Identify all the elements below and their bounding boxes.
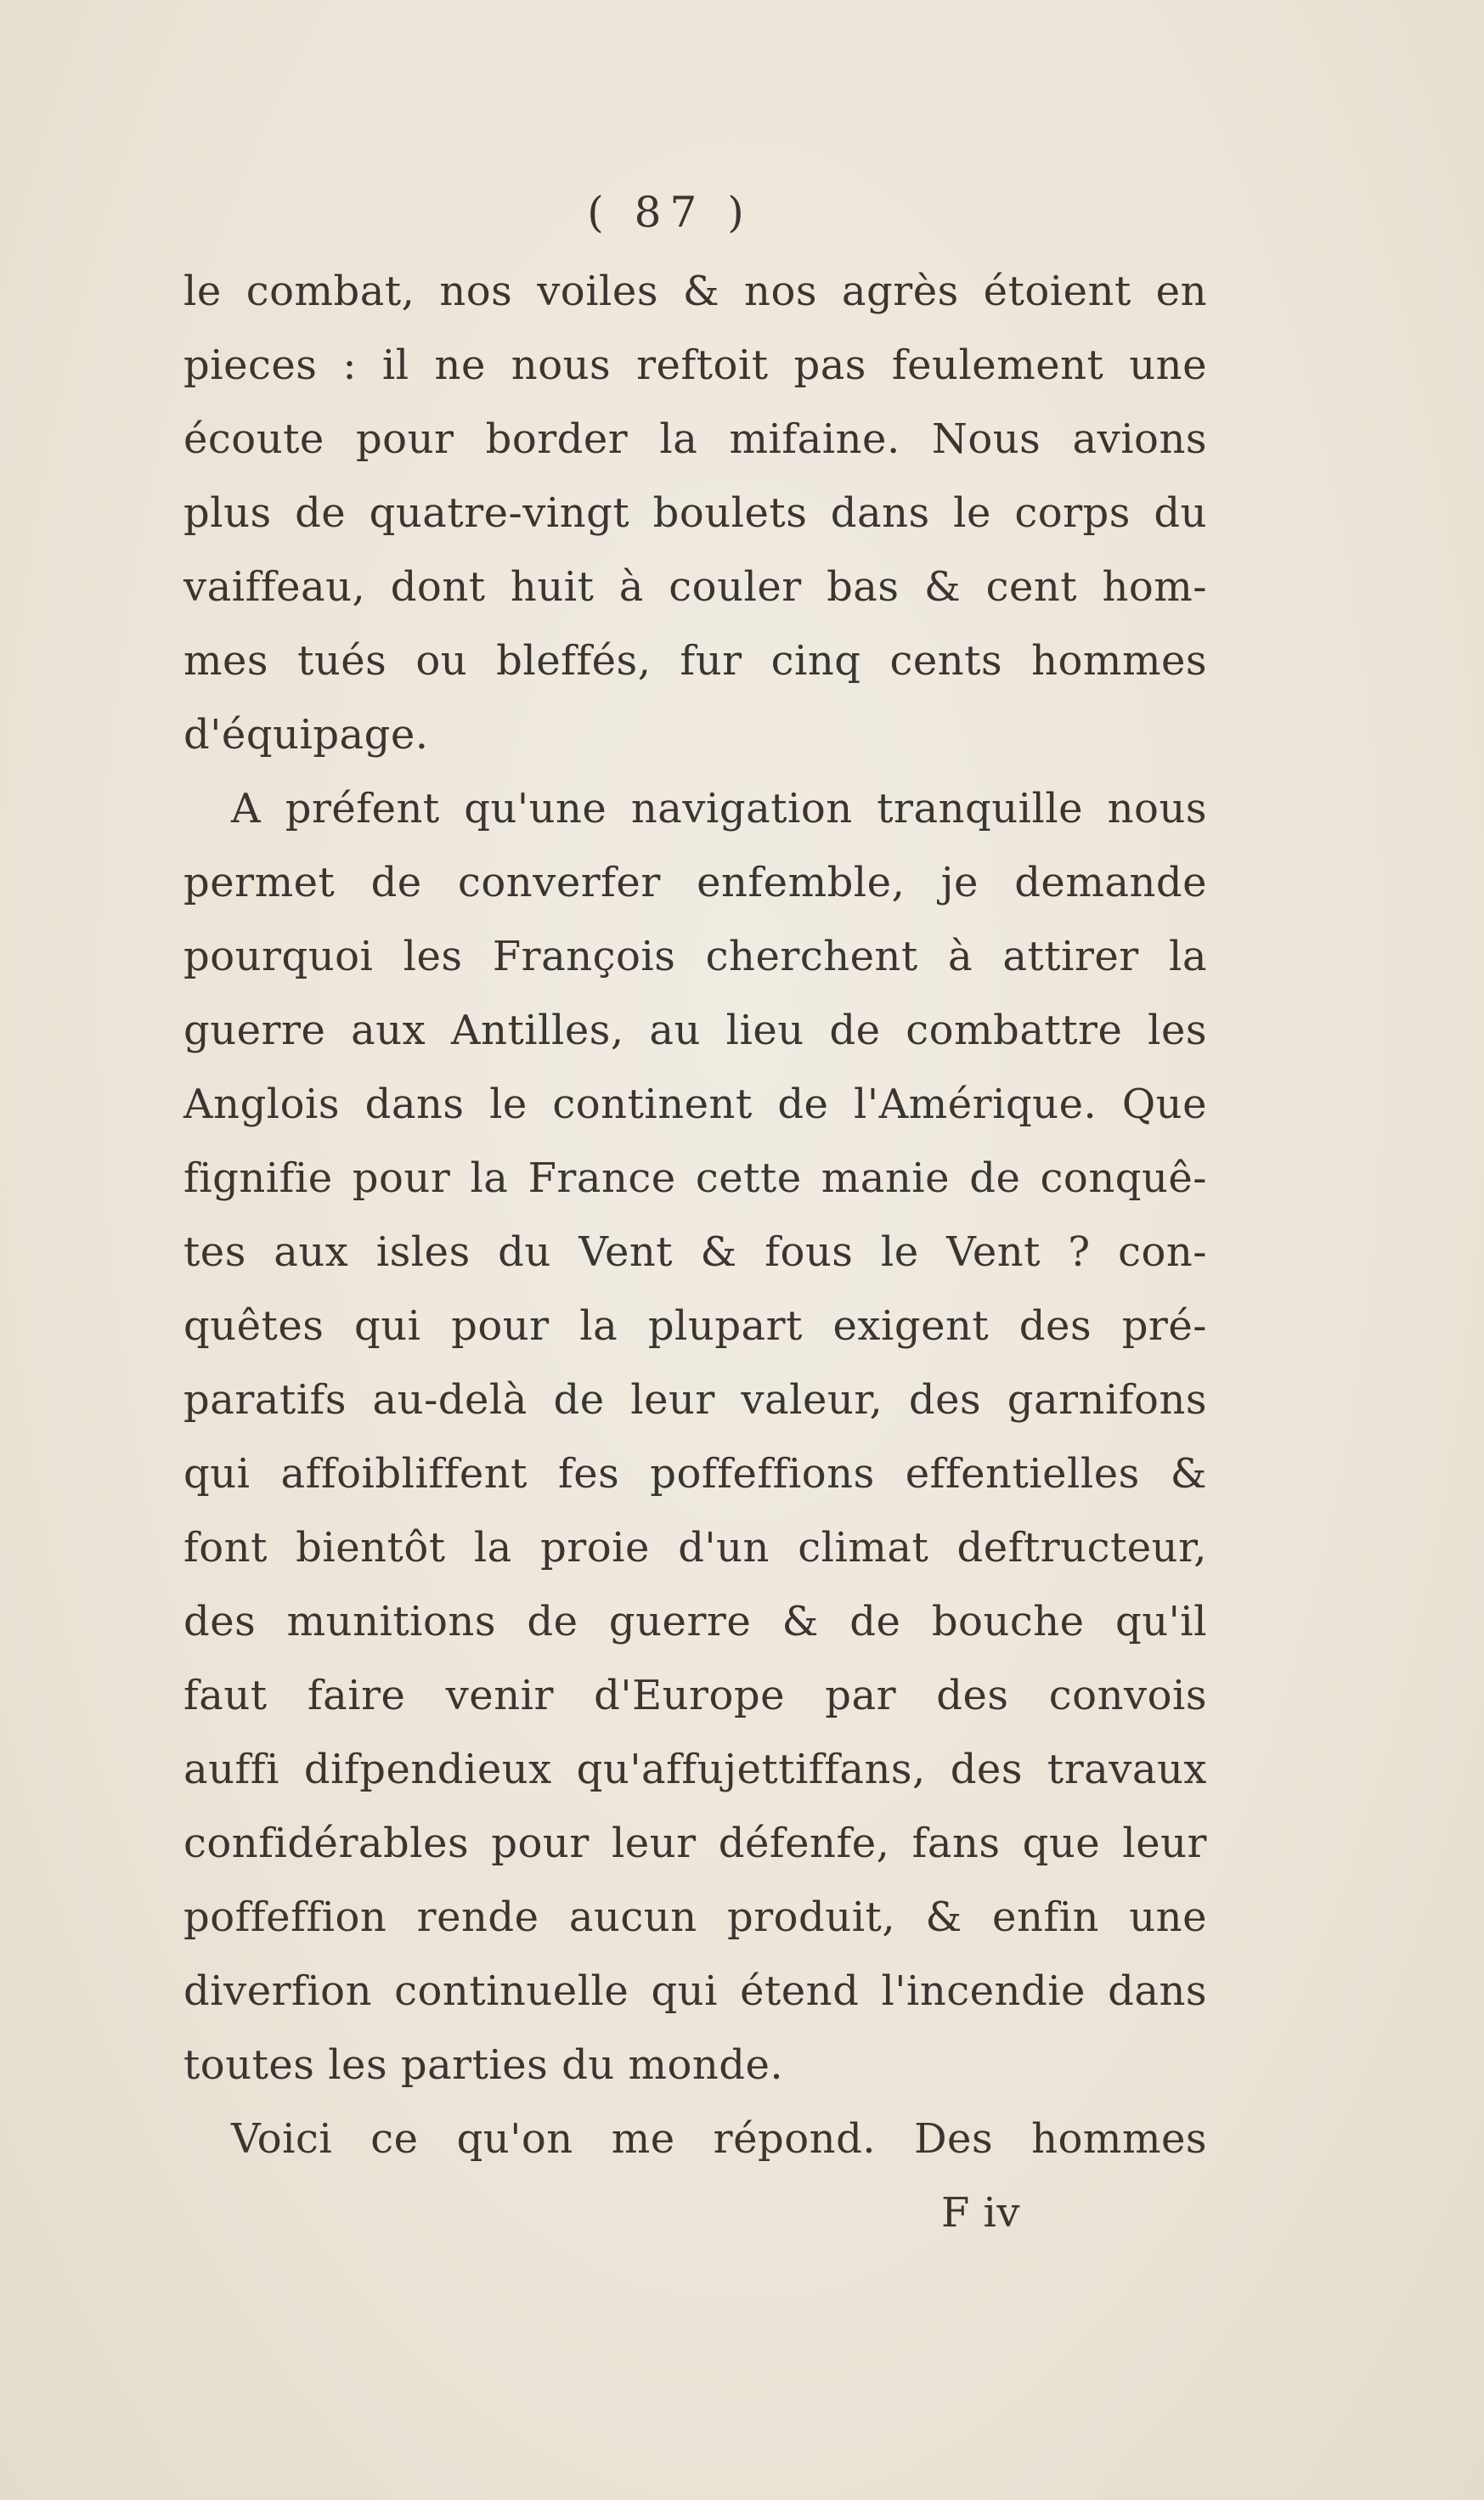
text-line: guerre aux Antilles, au lieu de combattre les xyxy=(183,1007,1207,1054)
page-number-header: ( 87 ) xyxy=(587,188,753,237)
text-line: faut faire venir d'Europe par des convois xyxy=(183,1672,1207,1719)
text-line: poffeffion rende aucun produit, & enfin une xyxy=(183,1893,1207,1941)
text-line: mes tués ou bleffés, fur cinq cents hommes xyxy=(183,637,1207,685)
text-line: confidérables pour leur défenfe, fans que leur xyxy=(183,1820,1207,1867)
text-line: vaiffeau, dont huit à couler bas & cent hom- xyxy=(183,563,1207,611)
text-line: plus de quatre-vingt boulets dans le corps du xyxy=(183,489,1207,537)
text-line: permet de converfer enfemble, je demande xyxy=(183,859,1207,906)
text-line: auffi difpendieux qu'affujettiffans, des travaux xyxy=(183,1746,1207,1793)
text-line: pieces : il ne nous reftoit pas feulement une xyxy=(183,341,1207,389)
paragraph-start-line: Voici ce qu'on me répond. Des hommes xyxy=(231,2115,1207,2163)
text-line: des munitions de guerre & de bouche qu'il xyxy=(183,1598,1207,1645)
page-text xyxy=(183,170,1207,2250)
text-line: qui affoibliffent fes poffeffions effentielles & xyxy=(183,1450,1207,1498)
text-line: quêtes qui pour la plupart exigent des pré- xyxy=(183,1302,1207,1350)
paragraph-start-line: A préfent qu'une navigation tranquille nous xyxy=(231,785,1207,832)
text-line: tes aux isles du Vent & fous le Vent ? con- xyxy=(183,1228,1207,1276)
text-line: écoute pour border la mifaine. Nous avions xyxy=(183,415,1207,463)
text-line: le combat, nos voiles & nos agrès étoient en xyxy=(183,268,1207,315)
text-line: paratifs au-delà de leur valeur, des garnifons xyxy=(183,1376,1207,1424)
text-line: toutes les parties du monde. xyxy=(183,2041,784,2089)
text-line: font bientôt la proie d'un climat deftructeur, xyxy=(183,1524,1207,1572)
text-line: d'équipage. xyxy=(183,711,429,759)
text-line: pourquoi les François cherchent à attirer la xyxy=(183,933,1207,980)
text-line: diverfion continuelle qui étend l'incendie dans xyxy=(183,1967,1207,2015)
text-line: Anglois dans le continent de l'Amérique. Que xyxy=(183,1081,1207,1128)
signature-mark: F iv xyxy=(940,2189,1020,2237)
text-line: fignifie pour la France cette manie de conquê- xyxy=(183,1154,1207,1202)
